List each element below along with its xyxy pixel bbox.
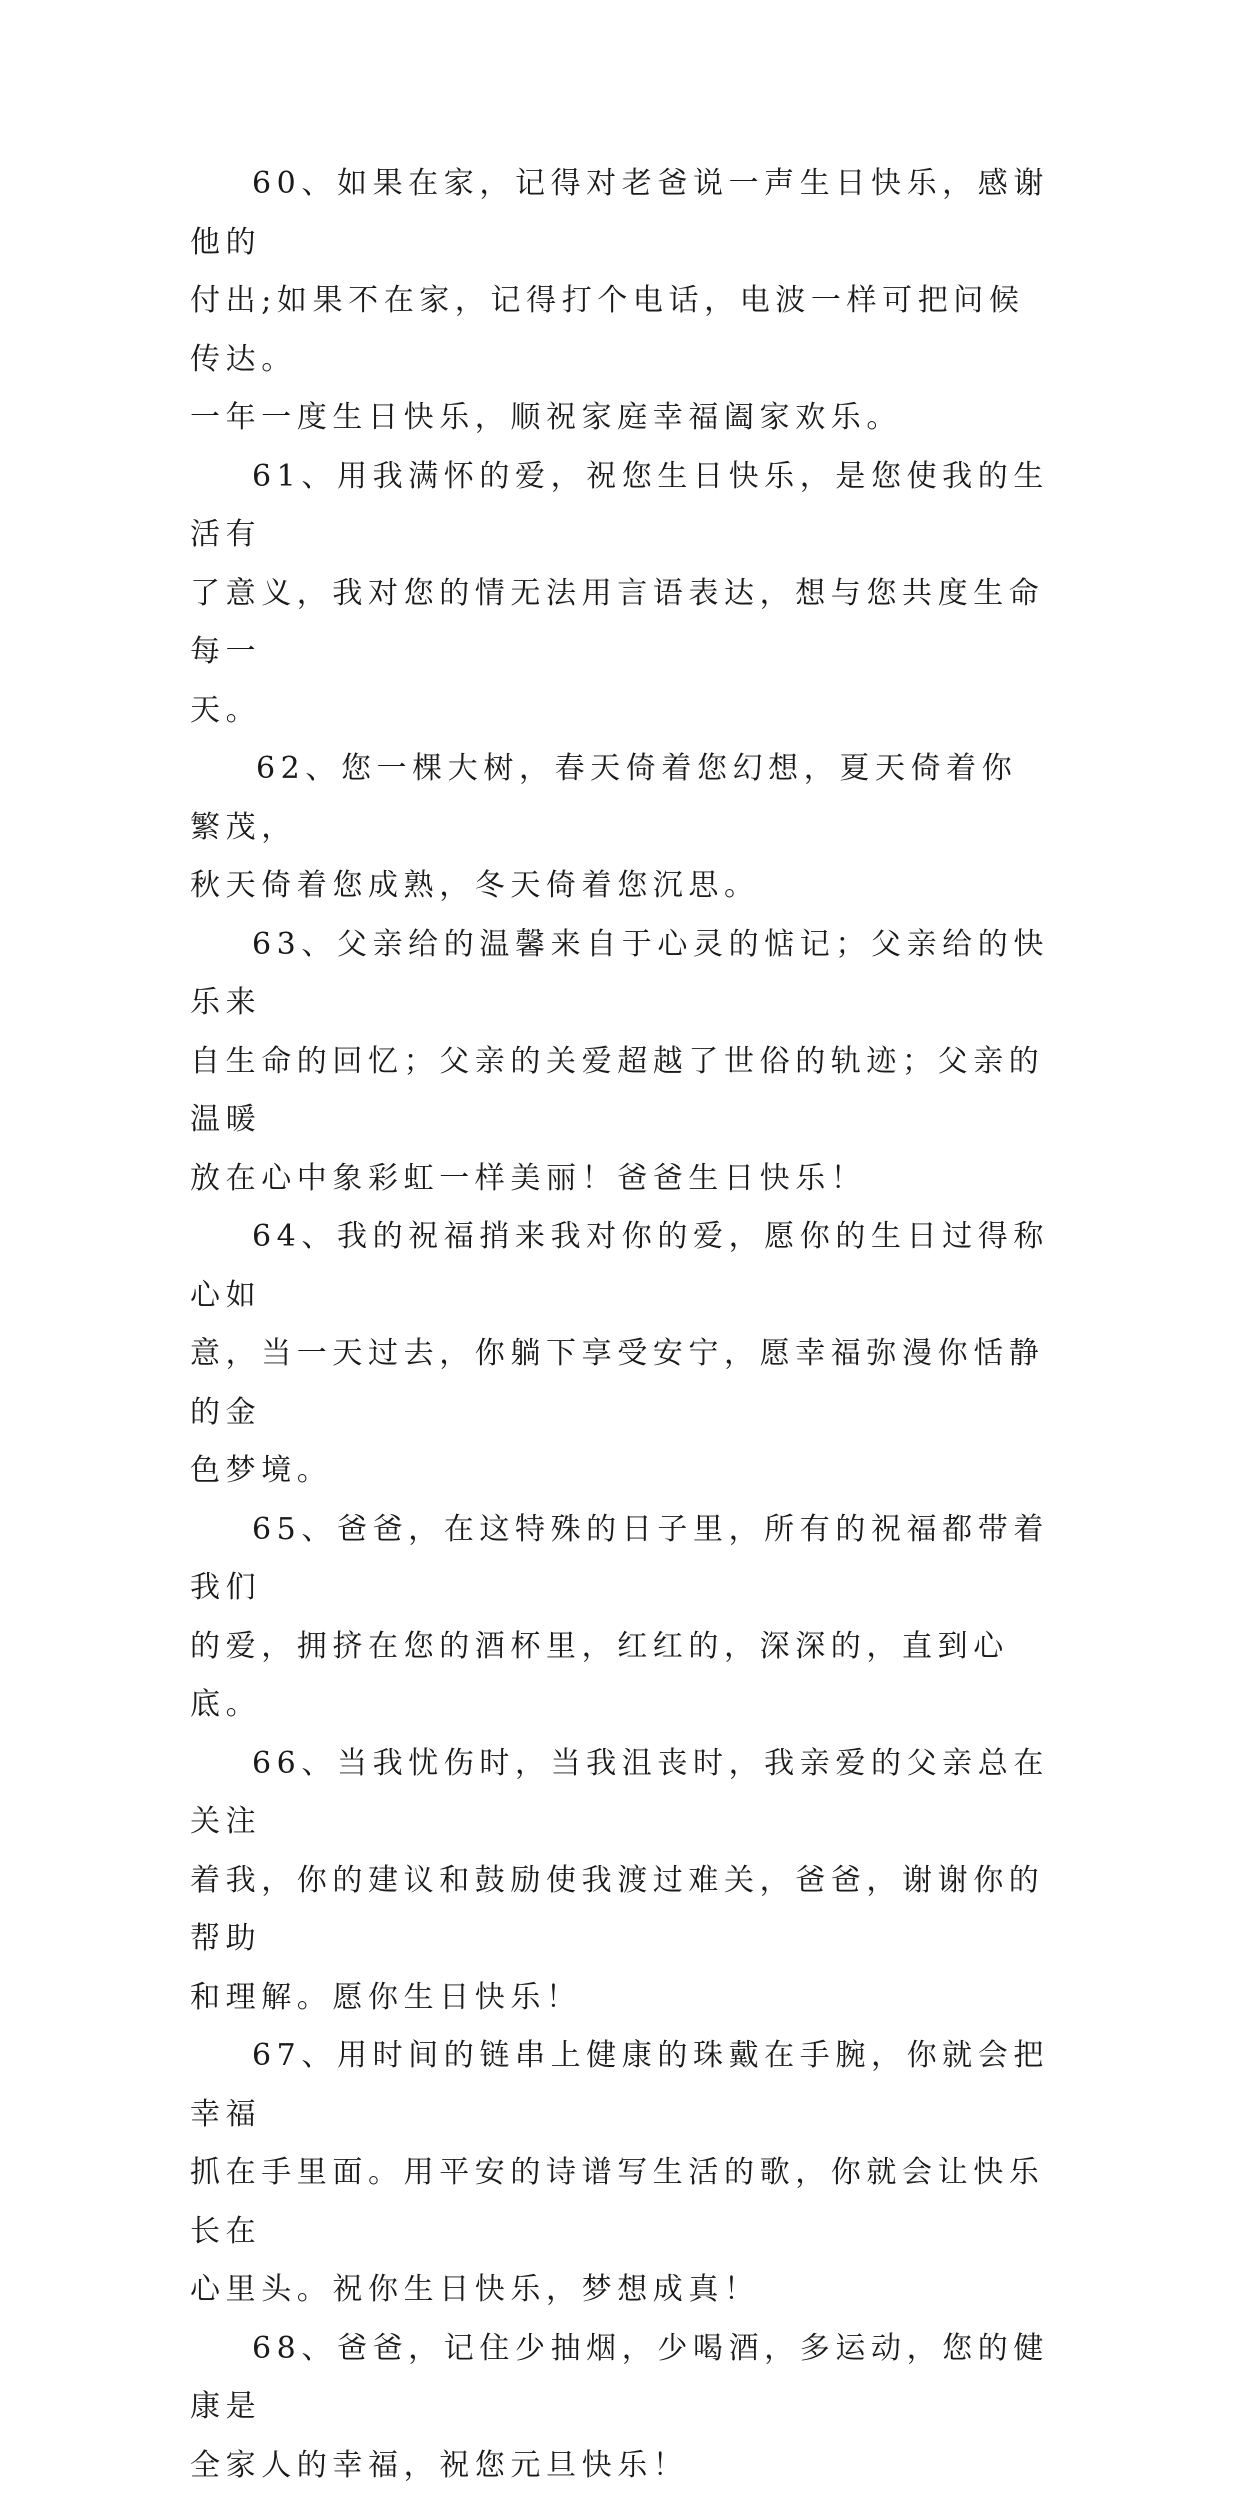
paragraph-65: 65、爸爸，在这特殊的日子里，所有的祝福都带着我们 的爱，拥挤在您的酒杯里，红红的，深深的，直到心底。 [190,1501,1050,1735]
paragraph-64: 64、我的祝福捎来我对你的爱，愿你的生日过得称心如 意，当一天过去，你躺下享受安宁，愿幸福弥漫你恬静的金 色梦境。 [190,1208,1050,1501]
paragraph-66: 66、当我忧伤时，当我沮丧时，我亲爱的父亲总在关注 着我，你的建议和鼓励使我渡过难关，爸爸，谢谢你的帮助 和理解。愿你生日快乐！ [190,1735,1050,2028]
paragraph-63: 63、父亲给的温馨来自于心灵的惦记；父亲给的快乐来 自生命的回忆；父亲的关爱超越了世俗的轨迹；父亲的温暖 放在心中象彩虹一样美丽！爸爸生日快乐！ [190,916,1050,1209]
document-body [190,155,1050,2495]
paragraph-68: 68、爸爸，记住少抽烟，少喝酒，多运动，您的健康是 全家人的幸福，祝您元旦快乐！ [190,2320,1050,2495]
paragraph-67: 67、用时间的链串上健康的珠戴在手腕，你就会把幸福 抓在手里面。用平安的诗谱写生活的歌，你就会让快乐长在 心里头。祝你生日快乐，梦想成真！ [190,2027,1050,2320]
paragraph-61: 61、用我满怀的爱，祝您生日快乐，是您使我的生活有 了意义，我对您的情无法用言语表达，想与您共度生命每一 天。 [190,448,1050,741]
paragraph-60: 60、如果在家，记得对老爸说一声生日快乐，感谢他的 付出;如果不在家，记得打个电话，电波一样可把问候传达。 一年一度生日快乐，顺祝家庭幸福阖家欢乐。 [190,155,1050,448]
paragraph-62: 62、您一棵大树，春天倚着您幻想，夏天倚着你繁茂， 秋天倚着您成熟，冬天倚着您沉思。 [190,740,1050,916]
